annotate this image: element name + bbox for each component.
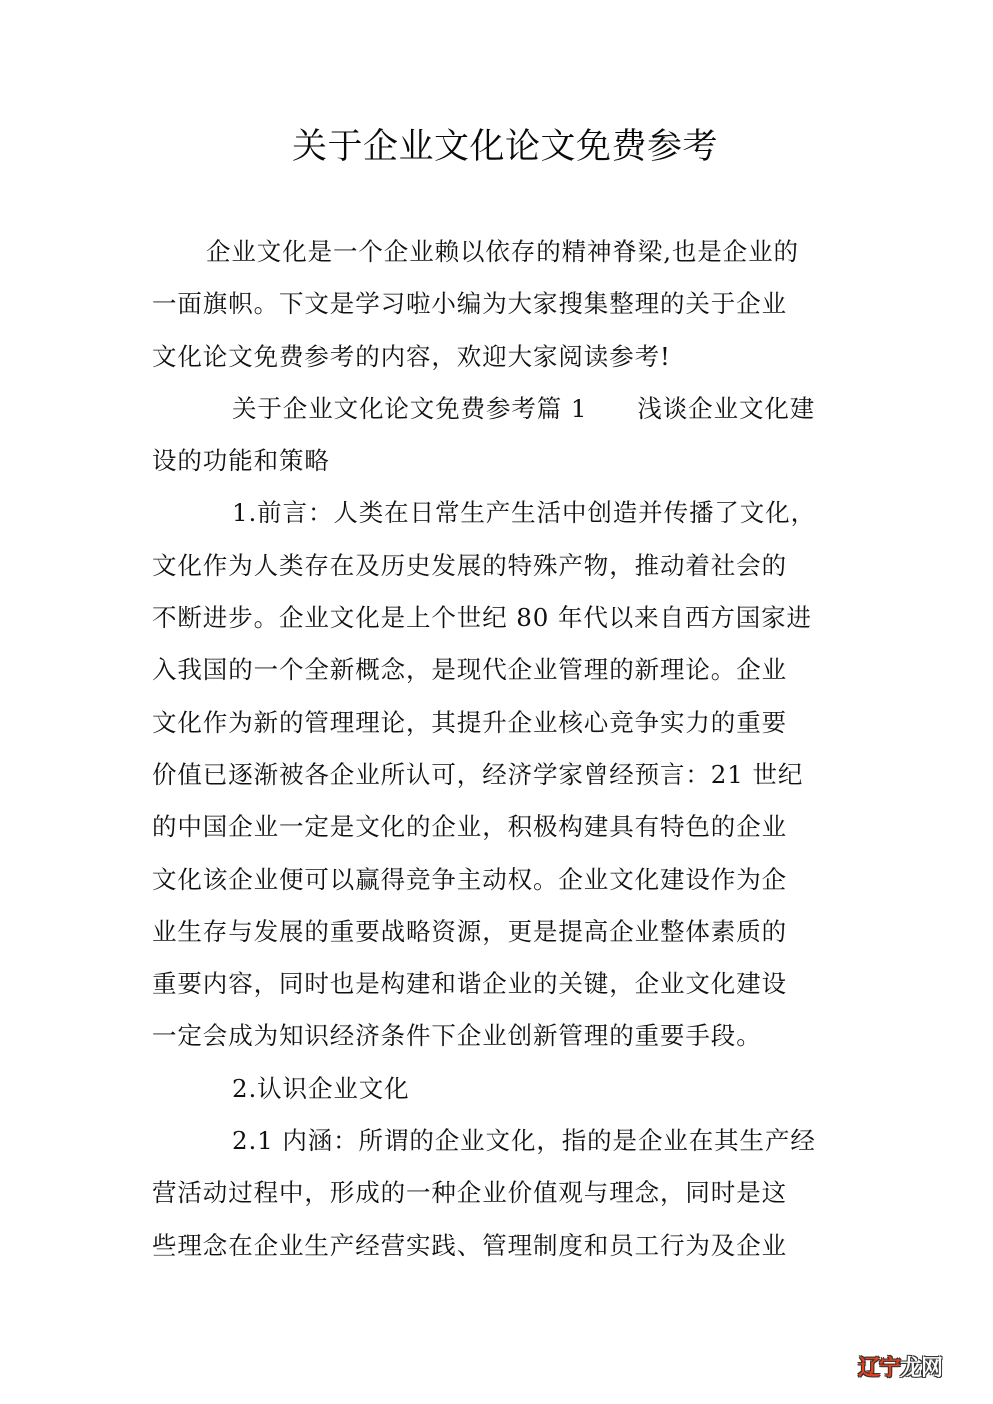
paragraph-line: 业生存与发展的重要战略资源，更是提高企业整体素质的 (152, 916, 787, 946)
paragraph-line: 些理念在企业生产经营实践、管理制度和员工行为及企业 (152, 1230, 787, 1260)
paragraph-line: 营活动过程中，形成的一种企业价值观与理念，同时是这 (152, 1178, 787, 1208)
paragraph-line: 文化作为人类存在及历史发展的特殊产物，推动着社会的 (152, 550, 787, 580)
site-watermark-logo (858, 1356, 942, 1382)
document-body (152, 226, 842, 1272)
section-heading: 2.认识企业文化 (232, 1073, 410, 1103)
paragraph-line: 的中国企业一定是文化的企业，积极构建具有特色的企业 (152, 812, 787, 842)
watermark-white-text: 龙网 (900, 1356, 943, 1381)
paragraph-line: 一定会成为知识经济条件下企业创新管理的重要手段。 (152, 1021, 762, 1051)
paragraph-line: 不断进步。企业文化是上个世纪 80 年代以来自西方国家进 (152, 603, 812, 633)
section-heading-line (152, 383, 842, 435)
paragraph-line: 文化该企业便可以赢得竞争主动权。企业文化建设作为企 (152, 864, 787, 894)
section-heading-subtitle: 浅谈企业文化建 (637, 393, 816, 423)
paragraph-line: 文化论文免费参考的内容，欢迎大家阅读参考! (152, 341, 671, 371)
paragraph-line: 入我国的一个全新概念，是现代企业管理的新理论。企业 (152, 655, 787, 685)
paragraph-line: 价值已逐渐被各企业所认可，经济学家曾经预言：21 世纪 (152, 759, 804, 789)
section-heading-label: 关于企业文化论文免费参考篇 1 (232, 393, 588, 423)
paragraph-line: 重要内容，同时也是构建和谐企业的关键，企业文化建设 (152, 969, 787, 999)
paragraph-line: 企业文化是一个企业赖以依存的精神脊梁,也是企业的 (206, 237, 799, 266)
paragraph-line: 1.前言：人类在日常生产生活中创造并传播了文化， (232, 498, 816, 528)
section-heading-line: 设的功能和策略 (152, 446, 330, 476)
paragraph-line: 文化作为新的管理理论，其提升企业核心竞争实力的重要 (152, 707, 787, 737)
document-title: 关于企业文化论文免费参考 (291, 127, 718, 167)
paragraph-line: 一面旗帜。下文是学习啦小编为大家搜集整理的关于企业 (152, 289, 787, 319)
paragraph-line: 2.1 内涵：所谓的企业文化，指的是企业在其生产经 (232, 1126, 816, 1156)
watermark-red-text: 辽宁 (858, 1356, 901, 1381)
